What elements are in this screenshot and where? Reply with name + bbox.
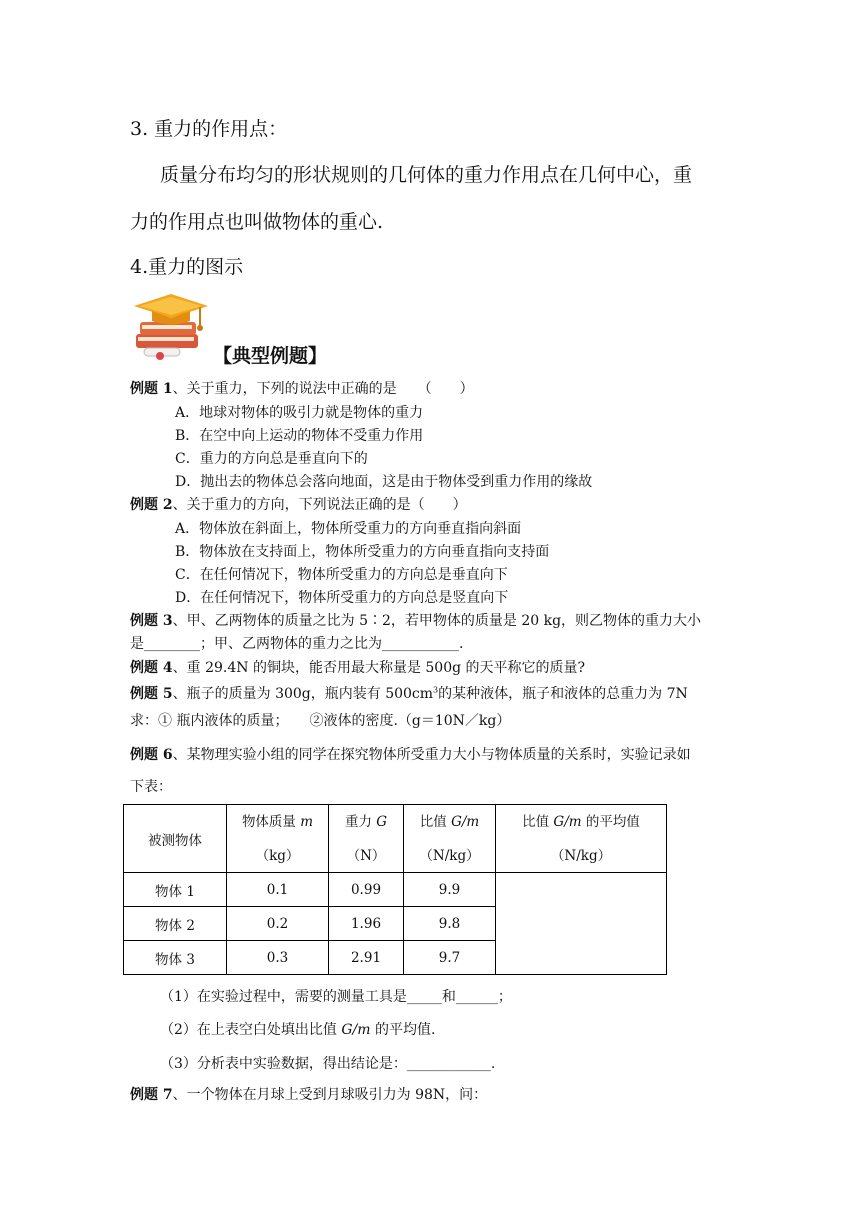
example-2-label: 例题 2 [130,497,173,513]
example-4-text: 、重 29.4N 的铜块，能否用最大称量是 500g 的天平称它的质量? [172,660,586,676]
header-ratio-unit: （N/kg） [419,847,480,864]
graduation-cap-books-icon [130,290,212,364]
cell-ratio: 9.8 [404,907,496,941]
header-mass-unit: （kg） [255,847,300,864]
example-2-question [130,494,467,514]
example-4-question [130,657,585,677]
example-6-subquestion-2-text-a: （2）在上表空白处填出比值 [160,1022,342,1038]
header-mass-text: 物体质量 [241,813,301,830]
example-6-subquestion-2-var: G/m [341,1022,371,1038]
header-ratio [404,805,496,873]
example-7-text: 、一个物体在月球上受到月球吸引力为 98N，问： [172,1087,488,1103]
cell-mass: 0.2 [227,907,329,941]
example-1-text: 、关于重力，下列的说法中正确的是 （ ） [172,381,474,397]
example-4-label: 例题 4 [130,660,173,676]
table-header-row [124,805,667,873]
header-ratio-text: 比值 [419,813,452,830]
example-1-option-a: A．地球对物体的吸引力就是物体的重力 [175,405,424,421]
example-2-option-c: C．在任何情况下，物体所受重力的方向总是垂直向下 [175,567,508,583]
header-object [124,805,227,873]
header-average [496,805,667,873]
example-6-subquestion-2 [160,1019,435,1039]
example-1-label: 例题 1 [130,381,173,397]
example-3-line-2: 是________；甲、乙两物体的重力之比为___________. [130,636,464,652]
example-1-option-b: B．在空中向上运动的物体不受重力作用 [175,428,424,444]
header-average-label [496,813,666,831]
example-2-option-d: D．在任何情况下，物体所受重力的方向总是竖直向下 [175,590,509,606]
section-3-paragraph-line-2: 力的作用点也叫做物体的重心. [130,211,384,233]
example-6-text: 、某物理实验小组的同学在探究物体所受重力大小与物体质量的关系时，实验记录如 [172,747,691,763]
data-table [123,804,667,975]
cell-ratio: 9.7 [404,941,496,975]
example-3-label: 例题 3 [130,613,173,629]
typical-examples-heading: 【典型例题】 [213,345,328,367]
cell-weight: 0.99 [329,873,404,907]
header-object-label: 被测物体 [148,832,202,849]
header-mass-label [227,813,328,831]
cell-average-blank[interactable] [496,873,667,975]
cell-object-name: 物体 3 [124,941,227,975]
header-average-unit: （N/kg） [550,847,612,864]
header-weight-unit: （N） [346,847,386,864]
example-3-line-1 [130,610,701,630]
cell-object-name: 物体 2 [124,907,227,941]
section-3-paragraph-line-1: 质量分布均匀的形状规则的几何体的重力作用点在几何中心，重 [160,164,693,186]
header-ratio-label [404,813,495,831]
example-7-question [130,1084,487,1104]
header-average-var: G/m [553,813,582,830]
section-3-title: 3. 重力的作用点： [130,118,288,140]
header-average-text-a: 比值 [522,813,554,830]
example-2-option-a: A．物体放在斜面上，物体所受重力的方向垂直指向斜面 [175,521,522,537]
header-average-text-b: 的平均值 [581,813,640,830]
example-5-line-2: 求：① 瓶内液体的质量； ②液体的密度.（g＝10N／kg） [130,713,511,729]
cell-mass: 0.3 [227,941,329,975]
header-mass-var: m [300,813,314,830]
example-5-superscript: 3 [433,685,439,695]
example-1-option-c: C．重力的方向总是垂直向下的 [175,451,368,467]
header-ratio-var: G/m [451,813,480,830]
example-5-text-a: 、瓶子的质量为 300g，瓶内装有 500cm [172,686,434,702]
header-mass [227,805,329,873]
header-weight-text: 重力 [344,813,377,830]
example-5-text-b: 的某种液体，瓶子和液体的总重力为 7N [438,686,688,702]
cell-mass: 0.1 [227,873,329,907]
cell-object-name: 物体 1 [124,873,227,907]
example-5-line-1 [130,683,688,703]
example-6-line-2: 下表： [130,779,172,795]
example-6-subquestion-2-text-b: 的平均值. [370,1022,436,1038]
header-weight-label [329,813,403,831]
example-6-subquestion-1: （1）在实验过程中，需要的测量工具是_____和______； [160,989,512,1005]
cell-weight: 1.96 [329,907,404,941]
header-weight [329,805,404,873]
example-6-subquestion-3: （3）分析表中实验数据，得出结论是：____________. [160,1056,496,1072]
example-2-option-b: B．物体放在支持面上，物体所受重力的方向垂直指向支持面 [175,544,550,560]
table-row [124,873,667,907]
example-3-text: 、甲、乙两物体的质量之比为 5∶2，若甲物体的质量是 20 kg，则乙物体的重力大小 [172,613,702,629]
section-4-title: 4.重力的图示 [130,256,244,278]
example-6-label: 例题 6 [130,747,173,763]
header-weight-var: G [376,813,388,830]
example-7-label: 例题 7 [130,1087,173,1103]
cell-weight: 2.91 [329,941,404,975]
example-6-line-1 [130,744,691,764]
example-5-label: 例题 5 [130,686,173,702]
example-1-option-d: D．抛出去的物体总会落向地面，这是由于物体受到重力作用的缘故 [175,474,593,490]
cell-ratio: 9.9 [404,873,496,907]
example-1-question [130,378,474,398]
example-2-text: 、关于重力的方向，下列说法正确的是（ ） [172,497,467,513]
